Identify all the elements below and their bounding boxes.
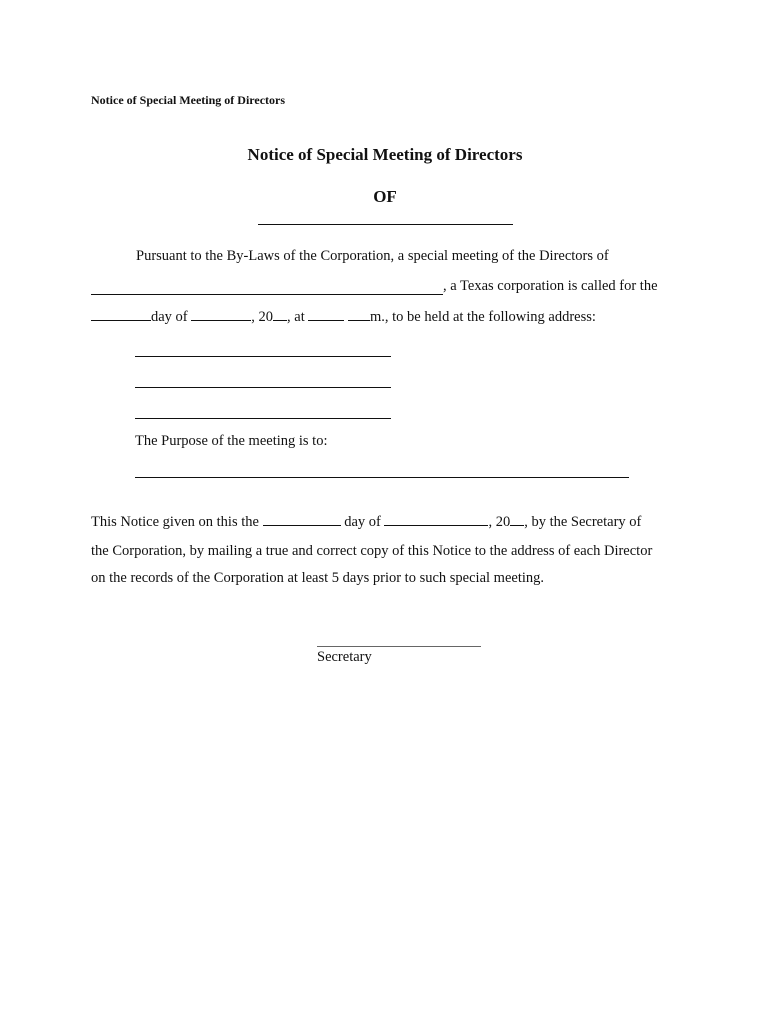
para2-line2: the Corporation, by mailing a true and correct copy of this Notice to the address of each Director (91, 543, 653, 559)
para1-line1: Pursuant to the By-Laws of the Corporation, a special meeting of the Directors of (136, 248, 609, 264)
notice-year-prefix-text: , 20 (488, 514, 511, 530)
purpose-label: The Purpose of the meeting is to: (135, 433, 328, 449)
directors-of-field[interactable] (91, 294, 443, 295)
secretary-label: Secretary (317, 649, 372, 665)
meeting-ampm-field[interactable] (348, 319, 370, 321)
year-prefix-text: , 20 (251, 309, 274, 325)
address-line-1-field[interactable] (135, 356, 391, 357)
para1-line2: , a Texas corporation is called for the (443, 278, 658, 294)
of-heading: OF (373, 187, 397, 206)
meeting-month-field[interactable] (191, 319, 251, 321)
secretary-signature-field[interactable] (317, 646, 481, 647)
running-header: Notice of Special Meeting of Directors (91, 93, 286, 107)
day-of-text: day of (151, 309, 188, 325)
meeting-day-field[interactable] (91, 319, 151, 321)
meeting-year-field[interactable] (273, 319, 287, 321)
address-line-2-field[interactable] (135, 387, 391, 388)
para1-line3 (91, 309, 596, 326)
address-line-3-field[interactable] (135, 418, 391, 419)
notice-given-text: This Notice given on this the (91, 514, 259, 530)
para2-line3: on the records of the Corporation at least 5 days prior to such special meeting. (91, 570, 544, 586)
notice-day-field[interactable] (263, 524, 341, 526)
at-text: , at (287, 309, 305, 325)
meeting-time-field[interactable] (308, 319, 344, 321)
by-secretary-text: , by the Secretary of (524, 514, 642, 530)
notice-day-of-text: day of (344, 514, 381, 530)
address-intro-text: m., to be held at the following address: (369, 309, 596, 325)
notice-month-field[interactable] (384, 524, 488, 526)
corporation-name-field[interactable] (258, 224, 513, 225)
purpose-field[interactable] (135, 477, 629, 478)
document-title: Notice of Special Meeting of Directors (247, 145, 523, 164)
notice-year-field[interactable] (510, 524, 524, 526)
para2-line1 (91, 514, 641, 531)
